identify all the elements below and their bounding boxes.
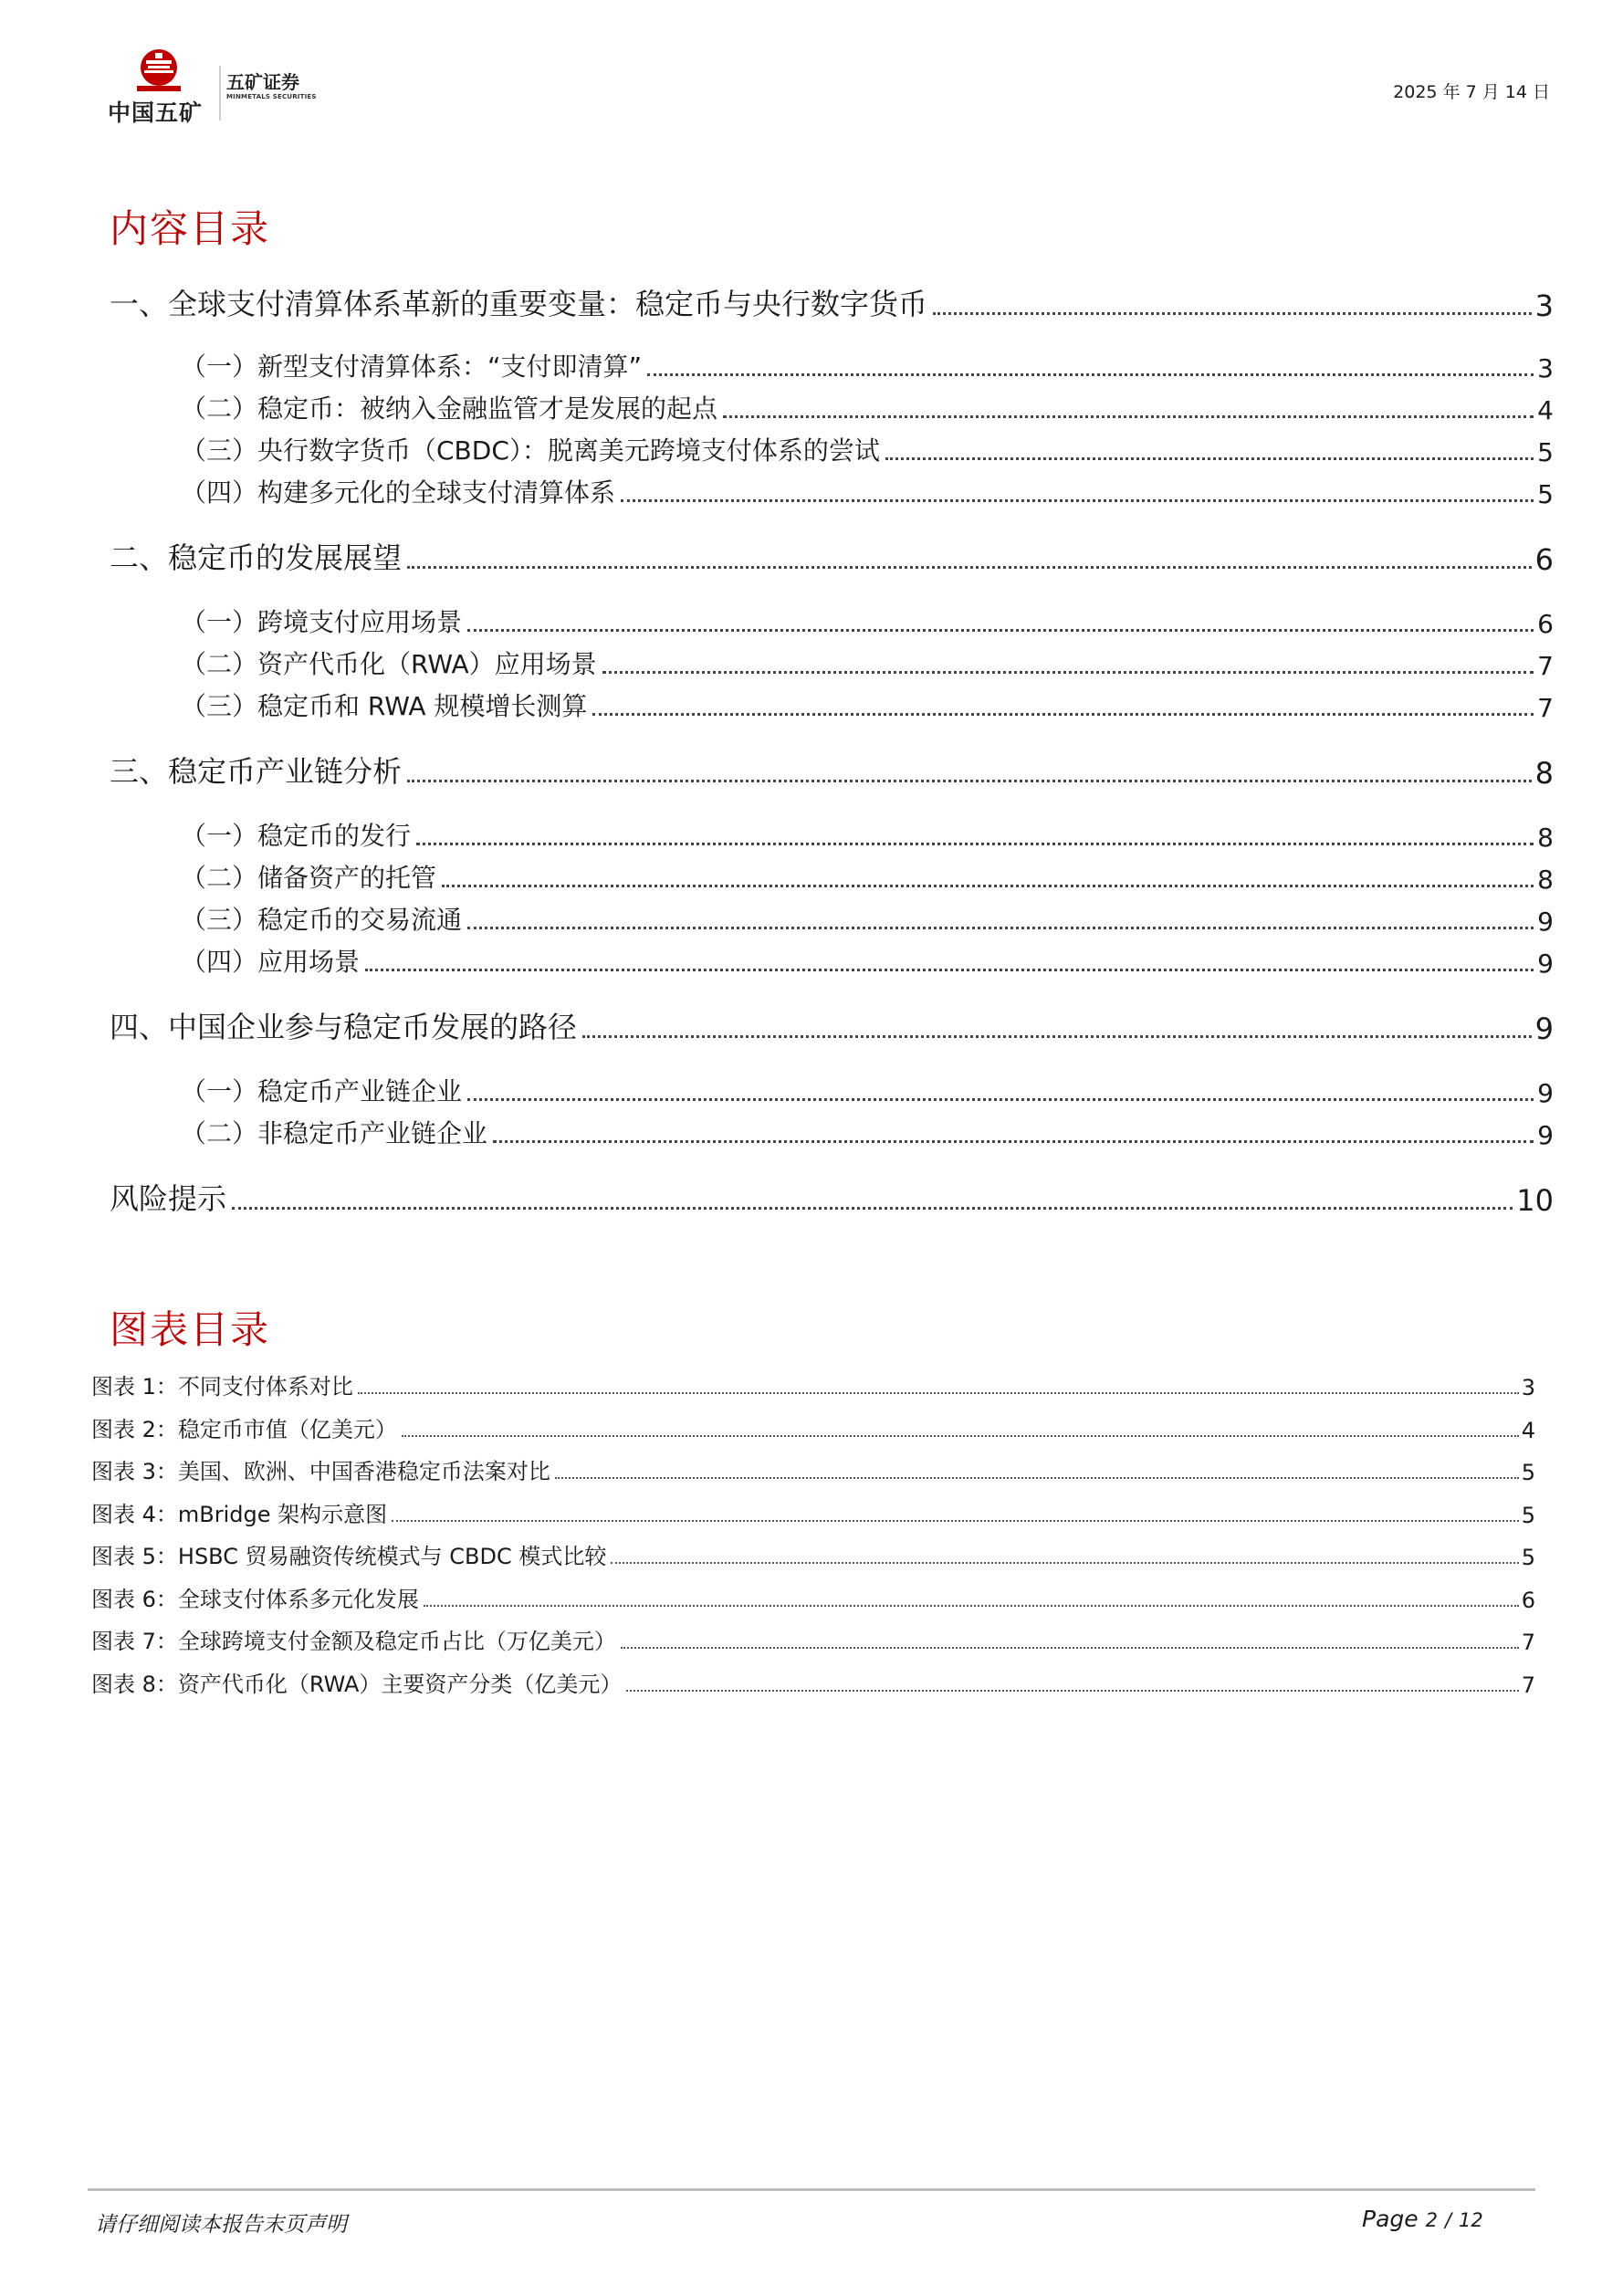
toc-entry-title: （一）新型支付清算体系：“支付即清算” xyxy=(181,351,643,382)
toc-entry-title: （三）稳定币和 RWA 规模增长测算 xyxy=(181,691,588,721)
figure-leader-dots xyxy=(358,1392,1519,1394)
toc-leader-dots xyxy=(442,885,1534,887)
toc-leader-dots xyxy=(407,780,1532,782)
toc-entry-page: 9 xyxy=(1537,949,1554,979)
toc-leader-dots xyxy=(933,312,1532,315)
figure-leader-dots xyxy=(392,1520,1519,1522)
figure-entry-page: 7 xyxy=(1521,1630,1535,1655)
toc-entry-title: （二）稳定币：被纳入金融监管才是发展的起点 xyxy=(181,393,718,424)
company-logo xyxy=(108,47,345,130)
figure-entry-title: 图表 4：mBridge 架构示意图 xyxy=(91,1501,388,1527)
toc-entry-page: 7 xyxy=(1537,651,1554,681)
toc-entry-title: 二、稳定币的发展展望 xyxy=(110,540,403,575)
figure-entry[interactable] xyxy=(91,1369,1535,1400)
figure-entry[interactable] xyxy=(91,1624,1535,1655)
toc-entry-page: 8 xyxy=(1537,865,1554,895)
toc-leader-dots xyxy=(647,373,1534,376)
toc-entry[interactable] xyxy=(110,389,1554,425)
page-separator: / xyxy=(1444,2209,1452,2231)
toc-entry-title: （一）稳定币产业链企业 xyxy=(181,1076,463,1106)
toc-entry[interactable] xyxy=(110,537,1554,577)
toc-entry[interactable] xyxy=(110,1072,1554,1108)
toc-entry-page: 3 xyxy=(1537,353,1554,383)
toc-leader-dots xyxy=(592,713,1534,716)
figure-entry[interactable] xyxy=(91,1582,1535,1613)
toc-entry[interactable] xyxy=(110,1178,1554,1218)
figure-leader-dots xyxy=(402,1435,1519,1437)
logo-subtitle: 五矿证券 xyxy=(226,71,299,93)
figure-leader-dots xyxy=(621,1647,1519,1649)
figure-entry[interactable] xyxy=(91,1497,1535,1528)
toc-entry[interactable] xyxy=(110,1114,1554,1150)
toc-entry-title: （三）稳定币的交易流通 xyxy=(181,905,463,935)
toc-entry[interactable] xyxy=(110,645,1554,681)
figure-leader-dots xyxy=(611,1562,1518,1564)
toc-entry-title: （四）构建多元化的全球支付清算体系 xyxy=(181,477,616,508)
toc-entry[interactable] xyxy=(110,347,1554,383)
toc-entry-page: 5 xyxy=(1537,479,1554,509)
toc-leader-dots xyxy=(621,499,1534,502)
toc-leader-dots xyxy=(885,457,1534,460)
toc-leader-dots xyxy=(723,415,1534,418)
footer-divider xyxy=(88,2188,1535,2191)
toc-entry[interactable] xyxy=(110,687,1554,723)
toc-entry-title: （一）稳定币的发行 xyxy=(181,821,412,851)
toc-entry-title: （二）非稳定币产业链企业 xyxy=(181,1118,488,1148)
figures-list-title: 图表目录 xyxy=(110,1307,271,1352)
figure-entry-page: 4 xyxy=(1521,1417,1535,1443)
toc-entry-page: 8 xyxy=(1537,823,1554,853)
toc-entry-title: （二）储备资产的托管 xyxy=(181,863,437,893)
toc-entry-title: 四、中国企业参与稳定币发展的路径 xyxy=(110,1010,578,1044)
toc-entry-page: 4 xyxy=(1537,395,1554,425)
toc-entry-page: 9 xyxy=(1537,1078,1554,1108)
toc-entry-title: 三、稳定币产业链分析 xyxy=(110,754,403,789)
toc-entry[interactable] xyxy=(110,603,1554,639)
toc-entry-title: （三）央行数字货币（CBDC）：脱离美元跨境支付体系的尝试 xyxy=(181,435,880,466)
toc-entry-title: （一）跨境支付应用场景 xyxy=(181,607,463,637)
figure-leader-dots xyxy=(424,1605,1519,1607)
toc-leader-dots xyxy=(582,1035,1532,1038)
report-date: 2025 年 7 月 14 日 xyxy=(1393,82,1550,102)
page-label: Page xyxy=(1362,2206,1419,2232)
figure-entry-title: 图表 5：HSBC 贸易融资传统模式与 CBDC 模式比较 xyxy=(91,1544,607,1569)
toc-entry-page: 8 xyxy=(1534,756,1554,791)
toc-entry[interactable] xyxy=(110,431,1554,467)
toc-leader-dots xyxy=(365,969,1534,971)
toc-entry-page: 9 xyxy=(1537,907,1554,937)
figure-entry-title: 图表 3：美国、欧洲、中国香港稳定币法案对比 xyxy=(91,1459,550,1484)
figure-entry-page: 5 xyxy=(1521,1460,1535,1485)
figure-entry-title: 图表 7：全球跨境支付金额及稳定币占比（万亿美元） xyxy=(91,1629,616,1654)
figure-entry-page: 5 xyxy=(1521,1545,1535,1570)
toc-leader-dots xyxy=(416,843,1534,845)
figure-entry[interactable] xyxy=(91,1454,1535,1485)
toc-entry-page: 6 xyxy=(1534,542,1554,577)
page-indicator xyxy=(1362,2206,1483,2232)
toc-entry-page: 9 xyxy=(1534,1012,1554,1046)
toc-entry[interactable] xyxy=(110,942,1554,979)
figure-entry-title: 图表 2：稳定币市值（亿美元） xyxy=(91,1416,397,1442)
figure-entry[interactable] xyxy=(91,1539,1535,1570)
figure-entry[interactable] xyxy=(91,1667,1535,1698)
toc-entry[interactable] xyxy=(110,473,1554,509)
toc-entry[interactable] xyxy=(110,858,1554,895)
toc-leader-dots xyxy=(602,671,1534,674)
toc-leader-dots xyxy=(407,566,1532,569)
page-header xyxy=(108,47,1550,130)
page-current: 2 xyxy=(1425,2209,1438,2231)
figure-entry-title: 图表 8：资产代币化（RWA）主要资产分类（亿美元） xyxy=(91,1671,623,1697)
figure-entry-page: 7 xyxy=(1521,1672,1535,1698)
minmetals-emblem-icon xyxy=(133,47,184,95)
toc-entry[interactable] xyxy=(110,750,1554,791)
figure-entry-page: 5 xyxy=(1521,1502,1535,1528)
page-total: 12 xyxy=(1458,2209,1483,2231)
logo-english-name: MINMETALS SECURITIES xyxy=(226,93,317,100)
toc-entry-page: 7 xyxy=(1537,693,1554,723)
toc-entry-page: 9 xyxy=(1537,1120,1554,1150)
toc-entry[interactable] xyxy=(110,816,1554,853)
toc-entry-page: 3 xyxy=(1534,288,1554,323)
toc-entry[interactable] xyxy=(110,900,1554,937)
figure-entry[interactable] xyxy=(91,1412,1535,1443)
toc-leader-dots xyxy=(467,927,1534,929)
toc-leader-dots xyxy=(232,1207,1513,1210)
figure-entry-page: 3 xyxy=(1521,1375,1535,1400)
logo-text: 中国五矿 xyxy=(108,100,204,126)
figure-entry-page: 6 xyxy=(1521,1587,1535,1613)
toc-entry-title: 一、全球支付清算体系革新的重要变量：稳定币与央行数字货币 xyxy=(110,287,928,321)
logo-divider xyxy=(219,66,221,121)
toc-title: 内容目录 xyxy=(110,206,271,251)
figure-leader-dots xyxy=(626,1690,1518,1692)
figure-leader-dots xyxy=(555,1477,1519,1479)
toc-entry-page: 10 xyxy=(1516,1183,1554,1218)
toc-leader-dots xyxy=(467,1098,1534,1101)
figure-entry-title: 图表 6：全球支付体系多元化发展 xyxy=(91,1586,419,1612)
toc-entry-title: 风险提示 xyxy=(110,1181,227,1216)
toc-entry-title: （四）应用场景 xyxy=(181,947,361,977)
footer-disclaimer: 请仔细阅读本报告末页声明 xyxy=(95,2213,347,2237)
toc-leader-dots xyxy=(493,1140,1534,1143)
toc-entry[interactable] xyxy=(110,283,1554,323)
toc-entry-page: 5 xyxy=(1537,437,1554,467)
toc-leader-dots xyxy=(467,629,1534,632)
figure-entry-title: 图表 1：不同支付体系对比 xyxy=(91,1374,353,1400)
toc-entry[interactable] xyxy=(110,1006,1554,1046)
toc-entry-page: 6 xyxy=(1537,609,1554,639)
toc-entry-title: （二）资产代币化（RWA）应用场景 xyxy=(181,649,597,679)
